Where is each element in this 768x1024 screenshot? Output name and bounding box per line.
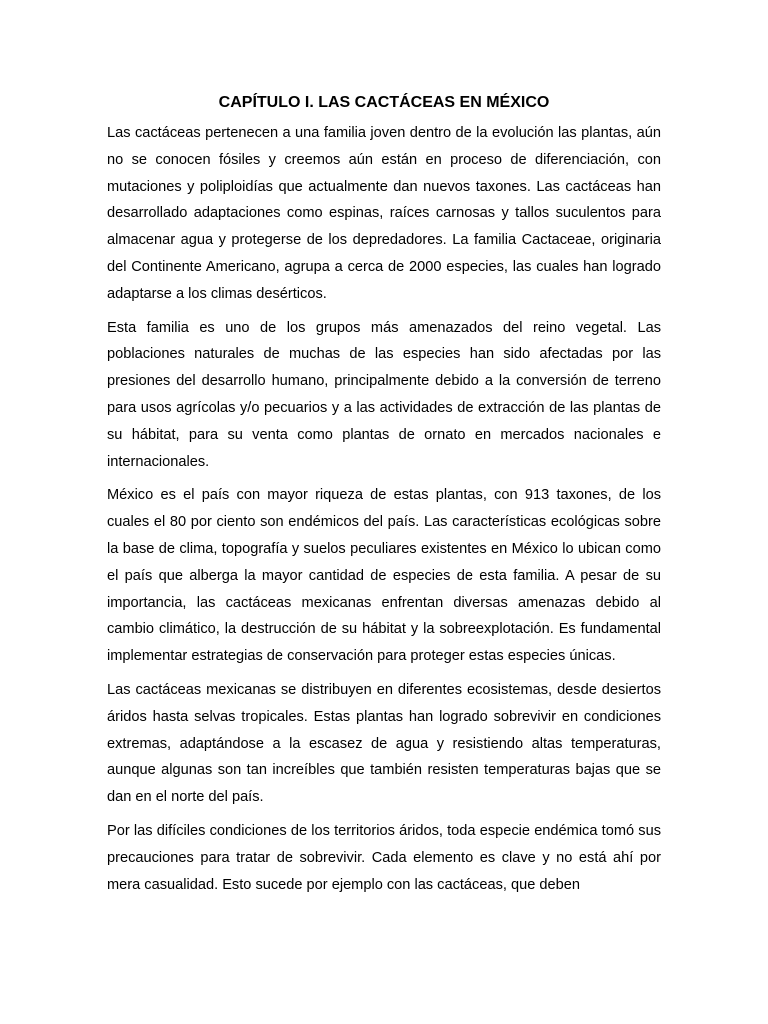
chapter-title: CAPÍTULO I. LAS CACTÁCEAS EN MÉXICO — [218, 94, 550, 111]
document-page — [107, 92, 661, 905]
paragraph-4: Las cactáceas mexicanas se distribuyen en diferentes ecosistemas, desde desiertos áridos hasta selvas tropicales. Estas plantas han logrado sobrevivir en condiciones extremas, adaptándose a la escasez de agua y resistiendo altas temperaturas, aunque algunas son tan increíbles que también resisten temperaturas bajas que se dan en el norte del país. — [107, 681, 661, 806]
paragraph-1: Las cactáceas pertenecen a una familia joven dentro de la evolución las plantas, aún no se conocen fósiles y creemos aún están en proceso de diferenciación, con mutaciones y poliploidías que actualmente dan nuevos taxones. Las cactáceas han desarrollado adaptaciones como espinas, raíces carnosas y tallos suculentos para almacenar agua y protegerse de los depredadores. La familia Cactaceae, originaria del Continente Americano, agrupa a cerca de 2000 especies, las cuales han logrado adaptarse a los climas desérticos. — [107, 125, 661, 302]
paragraph-3: México es el país con mayor riqueza de estas plantas, con 913 taxones, de los cuales el 80 por ciento son endémicos del país. Las características ecológicas sobre la base de clima, topografía y suelos peculiares existentes en México lo ubican como el país que alberga la mayor cantidad de especies de esta familia. A pesar de su importancia, las cactáceas mexicanas enfrentan diversas amenazas debido al cambio climático, la destrucción de su hábitat y la sobreexplotación. Es fundamental implementar estrategias de conservación para proteger estas especies únicas. — [107, 487, 661, 665]
paragraph-5: Por las difíciles condiciones de los territorios áridos, toda especie endémica tomó sus precauciones para tratar de sobrevivir. Cada elemento es clave y no está ahí por mera casualidad. Esto sucede por ejemplo con las cactáceas, que deben — [107, 822, 661, 893]
paragraph-2: Esta familia es uno de los grupos más amenazados del reino vegetal. Las poblaciones naturales de muchas de las especies han sido afectadas por las presiones del desarrollo humano, principalmente debido a la conversión de terreno para usos agrícolas y/o pecuarios y a las actividades de extracción de las plantas de su hábitat, para su venta como plantas de ornato en mercados nacionales e internacionales. — [107, 319, 661, 470]
